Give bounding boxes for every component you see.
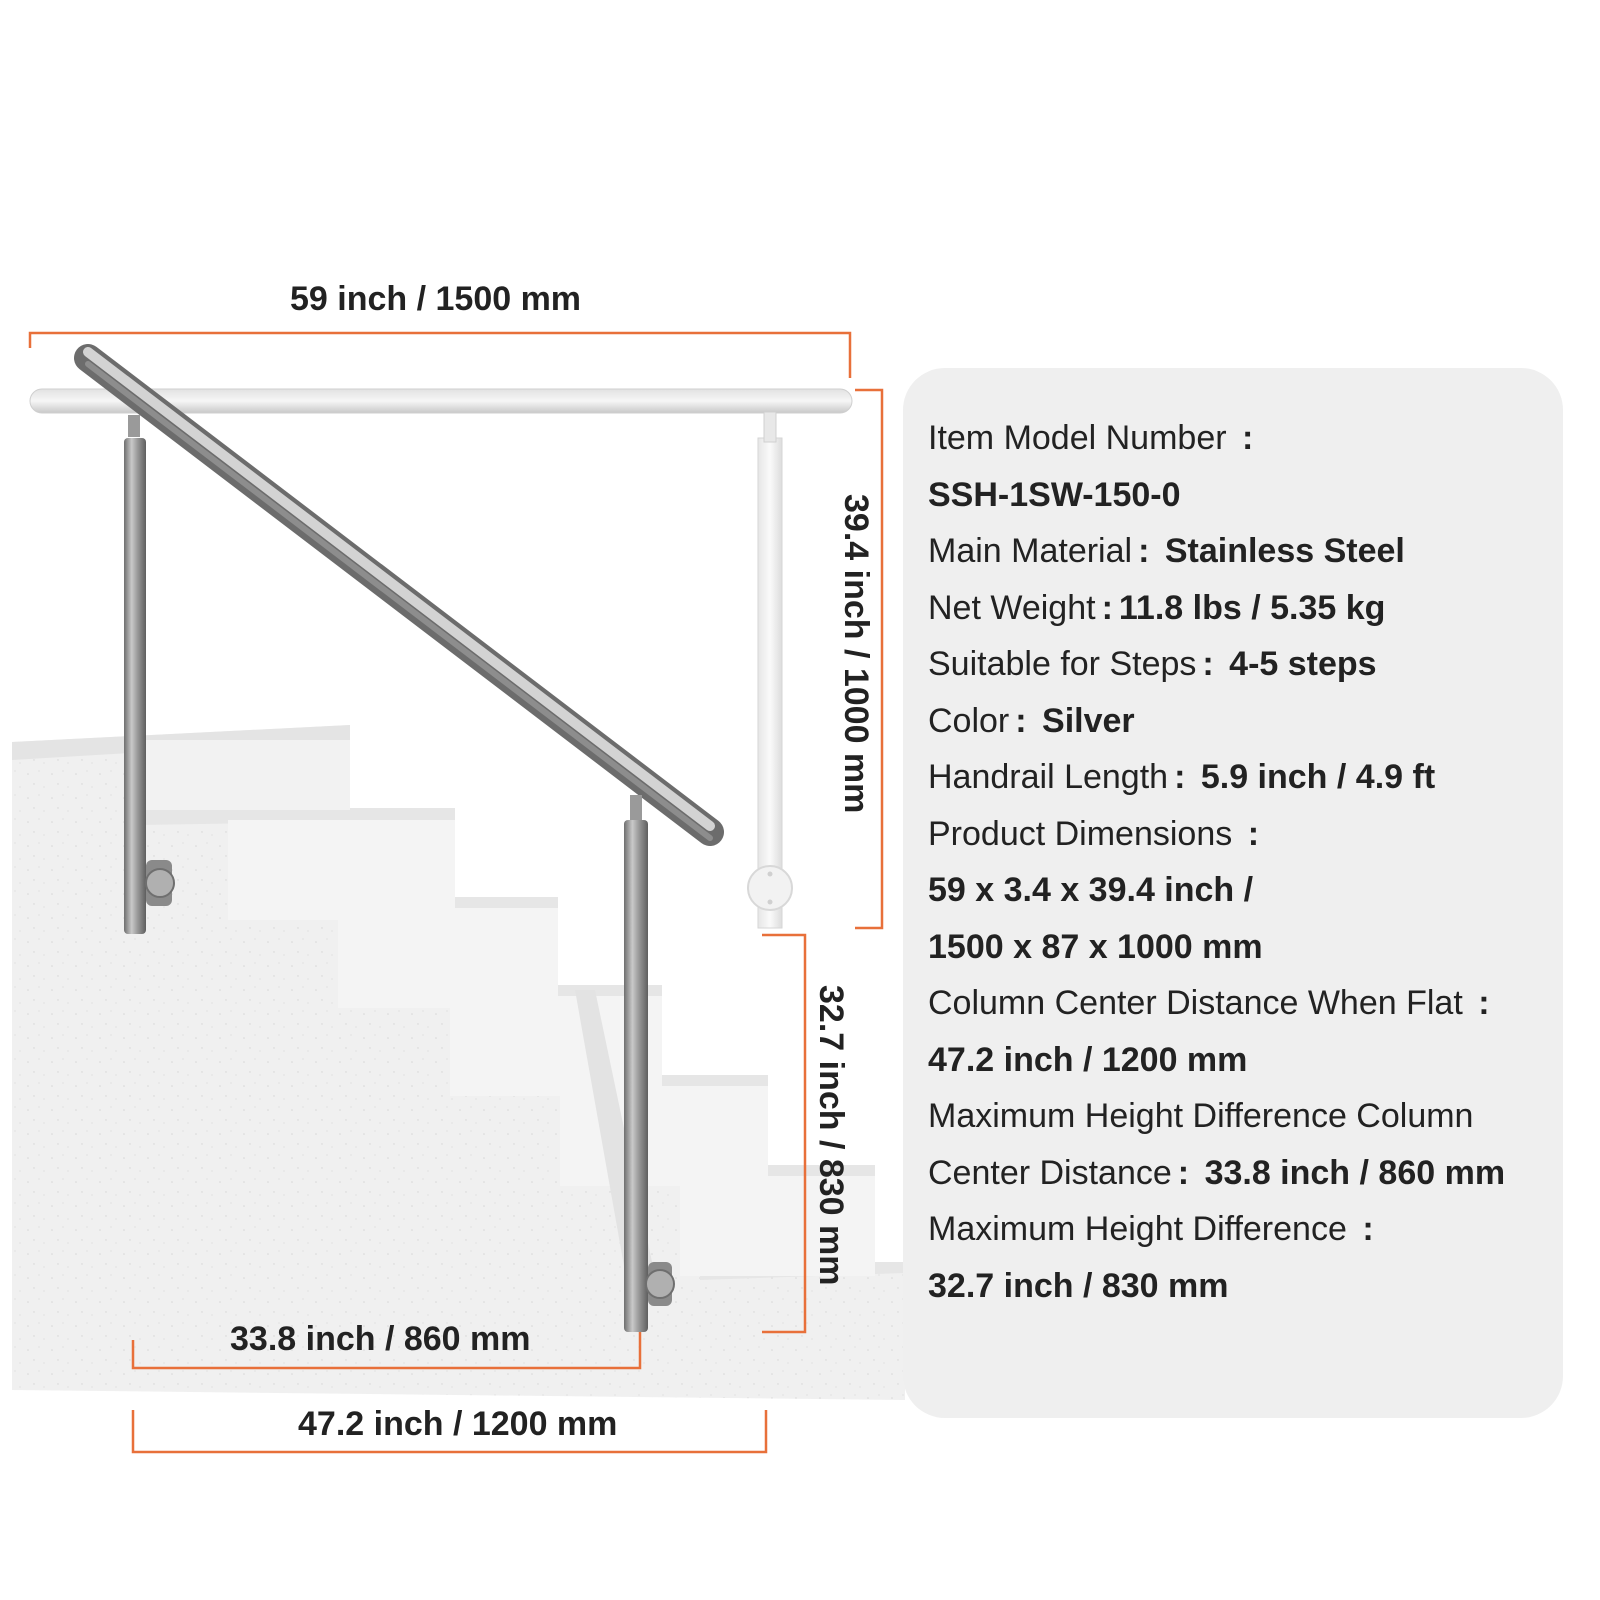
spec-label: Product Dimensions <box>928 814 1233 853</box>
spec-label: Item Model Number <box>928 419 1227 457</box>
spec-value: Stainless Steel <box>1164 532 1405 570</box>
spec-max-diff-col-label-1: Maximum Height Difference Column <box>928 1097 1474 1135</box>
ghost-post-connector <box>764 412 776 442</box>
spec-label: Column Center Distance When Flat <box>928 984 1463 1022</box>
spec-row-model-label <box>928 410 1568 467</box>
dim-top-width-label: 59 inch / 1500 mm <box>290 280 582 318</box>
spec-value: Silver <box>1042 701 1135 740</box>
spec-product-dims-value-1: 59 x 3.4 x 39.4 inch / <box>928 871 1254 909</box>
spec-row-max-diff-col: Center Distance : 33.8 inch / 860 mm <box>928 1153 1506 1192</box>
ghost-post <box>758 438 782 928</box>
spec-row-length: Handrail Length : 5.9 inch / 4.9 ft <box>928 758 1436 796</box>
spec-label: Center Distance <box>928 1153 1172 1192</box>
stair-riser <box>140 740 350 810</box>
spec-max-diff-value: 32.7 inch / 830 mm <box>928 1266 1229 1305</box>
stair-riser <box>560 1086 768 1186</box>
spec-row-color: Color : Silver <box>928 701 1135 740</box>
spec-label: Maximum Height Difference <box>928 1210 1347 1248</box>
dim-flat-distance-label: 47.2 inch / 1200 mm <box>298 1405 618 1443</box>
spec-value: 4-5 steps <box>1229 645 1377 683</box>
spec-colon: : <box>1242 419 1254 457</box>
spec-col-center-value: 47.2 inch / 1200 mm <box>928 1040 1248 1079</box>
spec-list <box>928 410 1568 1314</box>
spec-label: Main Material <box>928 532 1133 570</box>
stair-riser <box>338 908 558 1008</box>
spec-label: Suitable for Steps <box>928 645 1197 683</box>
stair-riser <box>228 820 455 920</box>
spec-value: 33.8 inch / 860 mm <box>1204 1153 1506 1192</box>
spec-label: Color <box>928 701 1010 740</box>
dim-line-top <box>30 333 850 378</box>
dim-right-height-label: 39.4 inch / 1000 mm <box>837 494 875 814</box>
dim-lower-height-label: 32.7 inch / 830 mm <box>812 985 850 1286</box>
spec-row-product-dims-label: Product Dimensions : <box>928 814 1260 853</box>
spec-row-max-diff-label: Maximum Height Difference : <box>928 1210 1374 1248</box>
spec-product-dims-value-2: 1500 x 87 x 1000 mm <box>928 927 1263 966</box>
spec-label: Net Weight <box>928 588 1096 627</box>
spec-value: 5.9 inch / 4.9 ft <box>1200 758 1436 796</box>
spec-model-value: SSH-1SW-150-0 <box>928 475 1181 514</box>
spec-value: 11.8 lbs / 5.35 kg <box>1118 588 1386 627</box>
dim-column-distance-label: 33.8 inch / 860 mm <box>230 1320 531 1358</box>
spec-row-steps: Suitable for Steps : 4-5 steps <box>928 645 1377 683</box>
spec-row-weight: Net Weight : 11.8 lbs / 5.35 kg <box>928 588 1386 627</box>
spec-row-material: Main Material : Stainless Steel <box>928 532 1405 570</box>
spec-label: Handrail Length <box>928 758 1169 796</box>
spec-row-col-center-label: Column Center Distance When Flat : <box>928 984 1490 1022</box>
